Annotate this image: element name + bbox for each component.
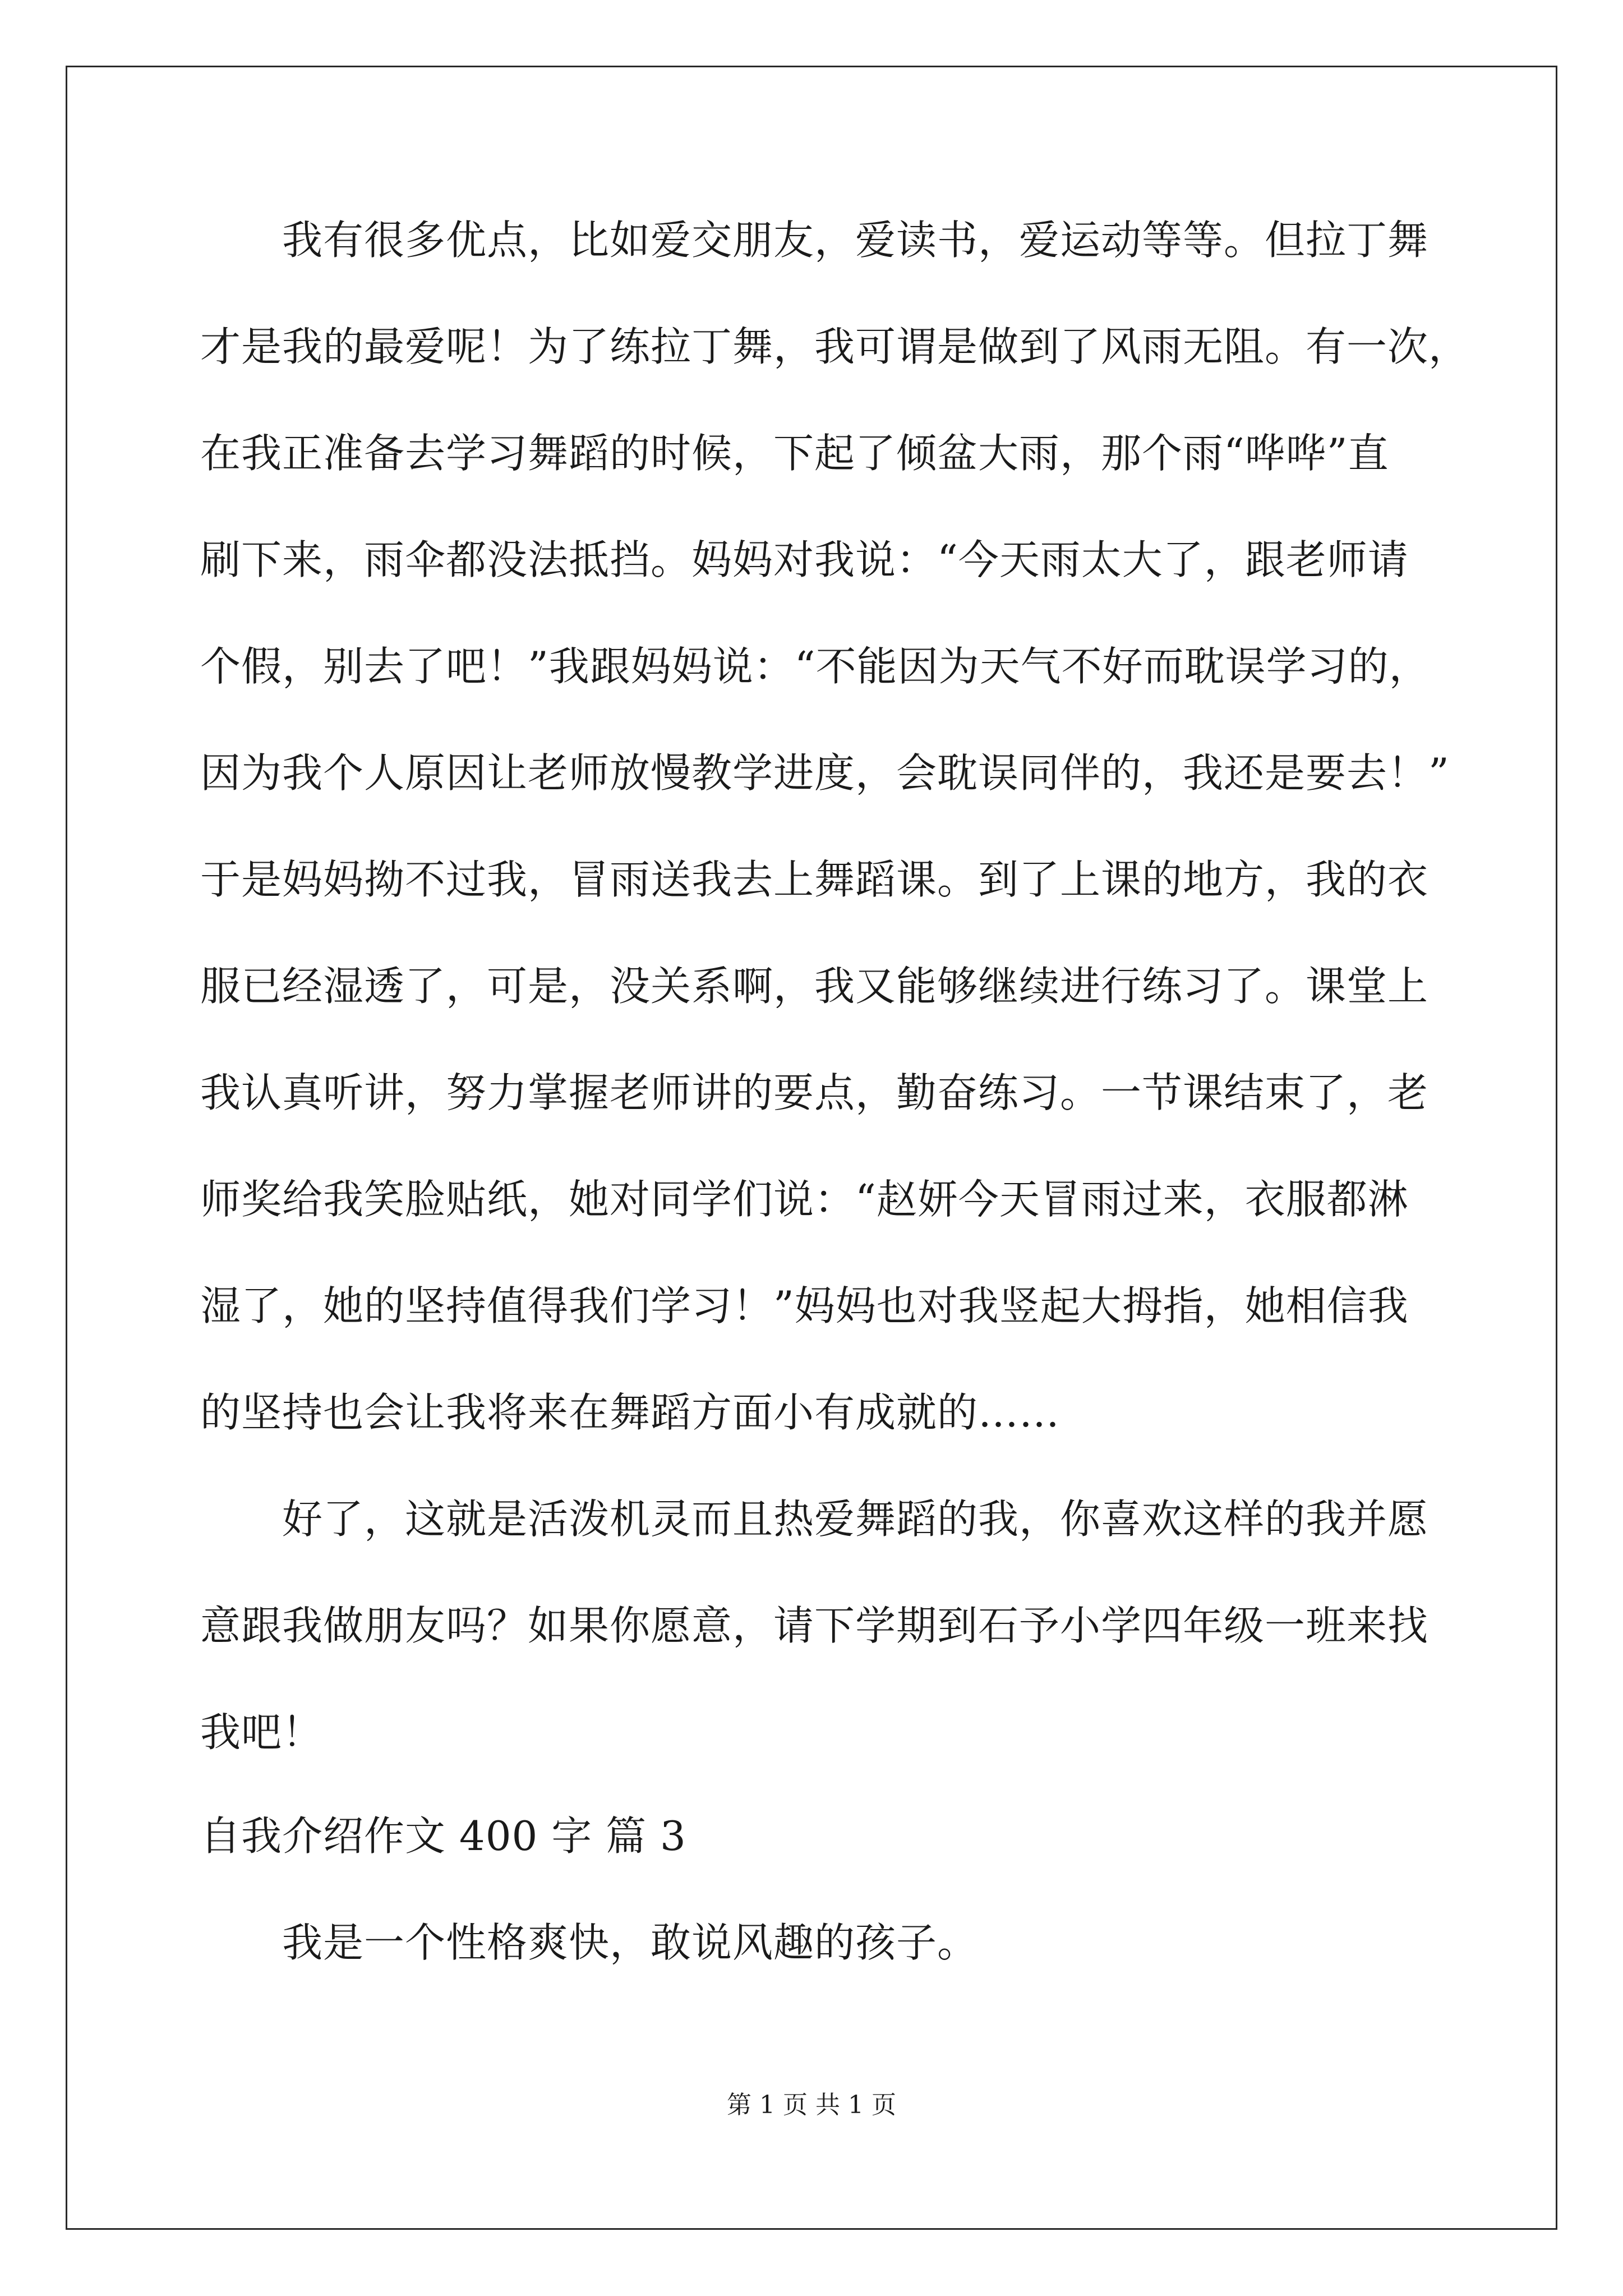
paragraph-line: 个假，别去了吧！”我跟妈妈说：“不能因为天气不好而耽误学习的，: [200, 643, 1430, 690]
page-footer: 第 1 页 共 1 页: [727, 2091, 896, 2119]
paragraph-line: 我是一个性格爽快，敢说风趣的孩子。: [200, 1919, 979, 1966]
paragraph-line: 的坚持也会让我将来在舞蹈方面小有成就的……: [200, 1389, 1061, 1436]
paragraph-line: 湿了，她的坚持值得我们学习！”妈妈也对我竖起大拇指，她相信我: [200, 1282, 1409, 1329]
paragraph-line: 于是妈妈拗不过我，冒雨送我去上舞蹈课。到了上课的地方，我的衣: [200, 856, 1429, 903]
paragraph-line: 好了，这就是活泼机灵而且热爱舞蹈的我，你喜欢这样的我并愿: [200, 1496, 1429, 1543]
section-heading: 自我介绍作文 400 字 篇 3: [200, 1812, 686, 1860]
paragraph-line: 我认真听讲，努力掌握老师讲的要点，勤奋练习。一节课结束了，老: [200, 1069, 1429, 1116]
paragraph-line: 在我正准备去学习舞蹈的时候，下起了倾盆大雨，那个雨“哗哗”直: [200, 430, 1389, 477]
paragraph-line: 因为我个人原因让老师放慢教学进度，会耽误同伴的，我还是要去！”: [200, 749, 1450, 797]
paragraph-line: 意跟我做朋友吗？如果你愿意，请下学期到石予小学四年级一班来找: [200, 1602, 1429, 1649]
page-border: [66, 66, 1557, 2230]
paragraph-line: 才是我的最爱呢！为了练拉丁舞，我可谓是做到了风雨无阻。有一次，: [200, 323, 1470, 370]
paragraph-line: 刷下来，雨伞都没法抵挡。妈妈对我说：“今天雨太大了，跟老师请: [200, 536, 1409, 583]
paragraph-line: 服已经湿透了，可是，没关系啊，我又能够继续进行练习了。课堂上: [200, 963, 1429, 1010]
paragraph-line: 我有很多优点，比如爱交朋友，爱读书，爱运动等等。但拉丁舞: [200, 217, 1429, 264]
paragraph-line: 我吧！: [200, 1709, 324, 1756]
paragraph-line: 师奖给我笑脸贴纸，她对同学们说：“赵妍今天冒雨过来，衣服都淋: [200, 1176, 1409, 1223]
